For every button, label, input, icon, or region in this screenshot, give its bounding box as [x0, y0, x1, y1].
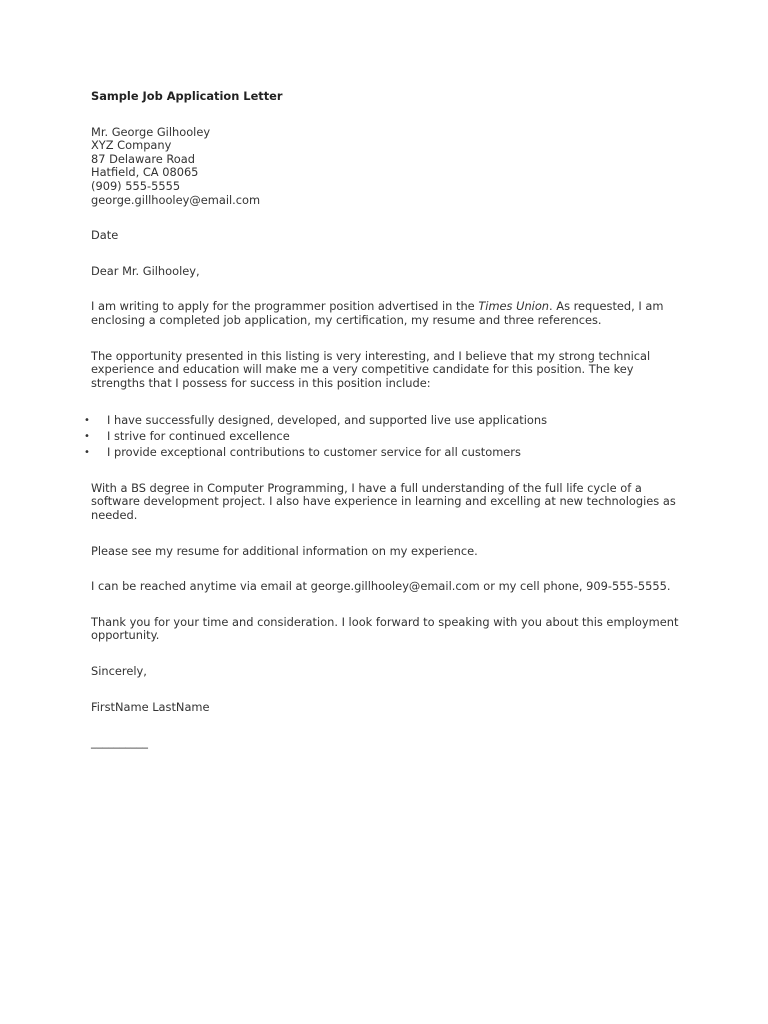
- list-item: [0, 430, 691, 444]
- letter-page: [84, 89, 691, 750]
- bullet-icon: •: [84, 447, 90, 459]
- bullet-icon: •: [84, 415, 90, 427]
- recipient-company: XYZ Company: [91, 138, 172, 153]
- recipient-city: Hatfield, CA 08065: [91, 165, 199, 180]
- intro-text-before: I am writing to apply for the programmer position advertised in the: [91, 299, 479, 314]
- contact-paragraph: I can be reached anytime via email at george.gillhooley@email.com or my cell phone, 909-555-5555.: [91, 579, 671, 594]
- recipient-email: george.gillhooley@email.com: [91, 192, 261, 207]
- bullet-icon: •: [84, 431, 90, 443]
- strength-text: I provide exceptional contributions to customer service for all customers: [107, 445, 521, 460]
- signature-line: __________: [91, 735, 148, 750]
- recipient-street: 87 Delaware Road: [91, 151, 195, 166]
- strength-text: I have successfully designed, developed, and supported live use applications: [107, 413, 548, 428]
- document-title: Sample Job Application Letter: [91, 89, 283, 103]
- thanks-paragraph: Thank you for your time and consideration. I look forward to speaking with you about this employment opportunity.: [91, 614, 679, 643]
- recipient-name: Mr. George Gilhooley: [91, 124, 211, 139]
- salutation: Dear Mr. Gilhooley,: [91, 263, 200, 278]
- signature-name: FirstName LastName: [91, 699, 210, 714]
- list-item: [0, 446, 691, 460]
- recipient-phone: (909) 555-5555: [91, 178, 181, 193]
- letter-date: Date: [91, 228, 119, 243]
- intro-text-after: . As requested, I am enclosing a completed job application, my certification, my resume and three references.: [91, 299, 664, 327]
- strength-text: I strive for continued excellence: [107, 429, 290, 444]
- resume-paragraph: Please see my resume for additional information on my experience.: [91, 543, 478, 558]
- list-item: [0, 414, 691, 428]
- strengths-list: [0, 414, 691, 460]
- newspaper-name: Times Union: [478, 299, 550, 314]
- intro-paragraph: [91, 300, 691, 327]
- recipient-address: [91, 126, 691, 208]
- closing: Sincerely,: [91, 664, 147, 679]
- degree-paragraph: With a BS degree in Computer Programming, I have a full understanding of the full life cycle of a software development project. I also have experience in learning and excelling at new technologies as needed.: [91, 480, 676, 523]
- opportunity-paragraph: The opportunity presented in this listing is very interesting, and I believe that my strong technical experience and education will make me a very competitive candidate for this position. The key strengths that I possess for success in this position include:: [91, 348, 651, 390]
